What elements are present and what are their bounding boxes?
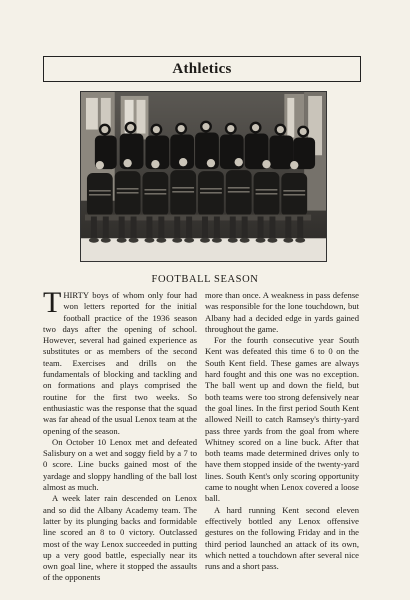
paragraph — [43, 286, 197, 437]
section-header — [43, 56, 361, 82]
article-column-right — [205, 290, 359, 572]
section-title: Athletics — [172, 60, 232, 77]
paragraph: A hard running Kent second eleven effectively bottled any Lenox offensive gestures on the following Friday and in the third period launched an attack of its own, which netted a touchdown after several nice runs and a short pass. — [205, 504, 359, 572]
paragraph: A week later rain descended on Lenox and so did the Albany Academy team. The latter by its plunging backs and formidable line scored an 8 to 0 victory. Outclassed most of the way Lenox succeeded in putting up a very good battle, especially near its own goal line, where it stopped the assaults of the opponents — [43, 493, 197, 583]
article-title: FOOTBALL SEASON — [151, 274, 259, 285]
drop-cap: T — [43, 286, 62, 319]
paragraph: more than once. A weakness in pass defense was responsible for the lone touchdown, but Albany had a decided edge in yards gained throughout the game. — [205, 290, 359, 334]
team-photo — [80, 91, 327, 262]
article-column-left — [43, 286, 197, 584]
team-photo-image — [81, 92, 326, 261]
paragraph: For the fourth consecutive year South Kent was defeated this time 6 to 0 on the South Kent field. These games are always hard fought and this one was no exception. The ball went up and down the field, but both teams were too strong defensively near the goal lines. In the first period South Kent allowed Neill to catch Ramsey's thirty-yard pass three yards from the goal from where Whitney scored on a line buck. After that both teams made determined drives only to have them stopped inside of the twenty-yard lines. South Kent's only scoring opportunity came to nought when Lenox covered a loose ball. — [205, 335, 359, 504]
paragraph: On October 10 Lenox met and defeated Salisbury on a wet and soggy field by a 7 to 0 score. Line bucks gained most of the yardage and sloppy handling of the ball lost almost as much. — [43, 436, 197, 493]
paragraph-text: HIRTY boys of whom only four had won letters reported for the initial football practice of the 1936 season two days after the opening of school. However, several had gained experience as substitutes or as members of the second team. Exercises and drills on the fundamentals of blocking and tackling and on formations and plays comprised the routine for the first two weeks. So enthusiastic was the response that the squad was far ahead of the usual Lenox team at the opening of the season. — [43, 290, 197, 436]
